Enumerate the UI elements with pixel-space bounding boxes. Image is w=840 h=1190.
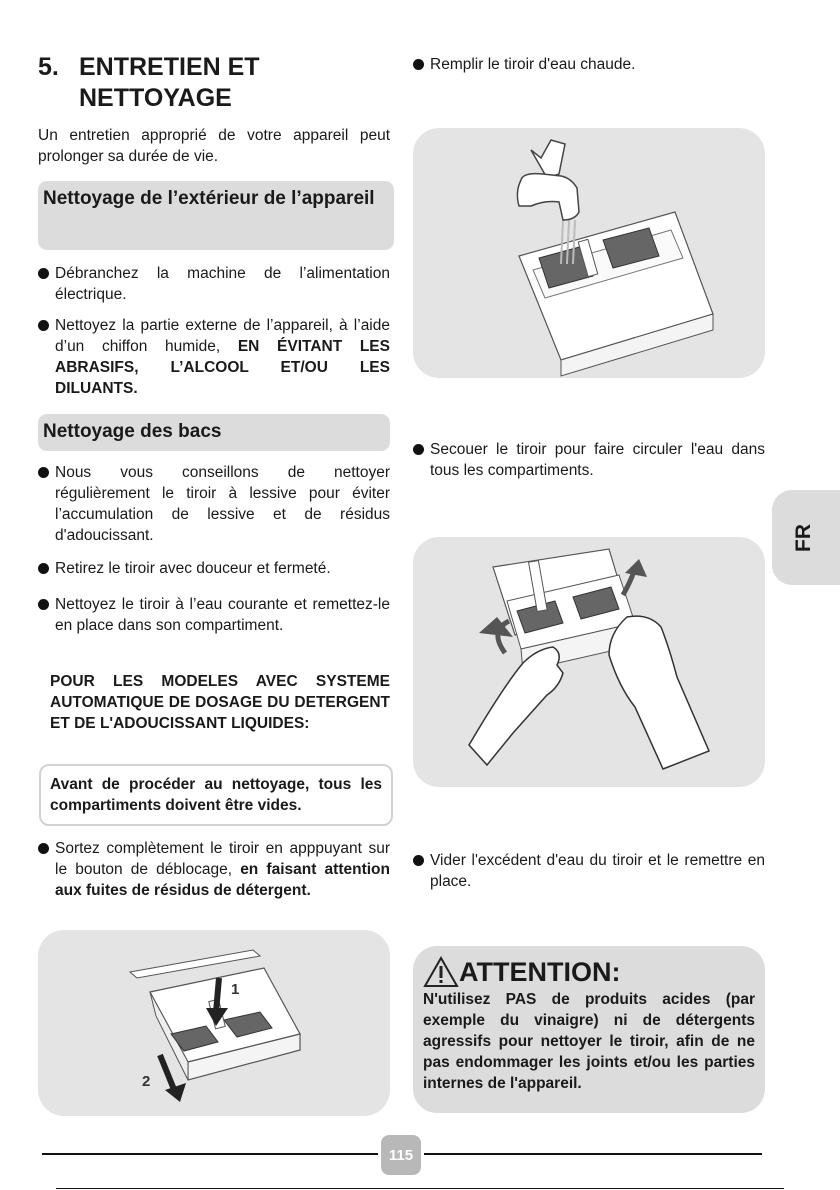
warning-icon [423, 956, 459, 988]
list-item: Remplir le tiroir d'eau chaude. [413, 54, 765, 75]
empty-compartments-notice: Avant de procéder au nettoyage, tous les compartiments doivent être vides. [39, 764, 393, 826]
bottom-rule [56, 1188, 784, 1189]
bullet-icon [38, 467, 49, 478]
bullet-icon [38, 268, 49, 279]
list-item: Sortez complètement le tiroir en apppuyant sur le bouton de déblocage, en faisant attention aux fuites de résidus de détergent. [38, 838, 390, 901]
list-item: Secouer le tiroir pour faire circuler l'eau dans tous les compartiments. [413, 439, 765, 481]
remove-drawer-illustration [38, 930, 390, 1116]
shake-drawer-illustration [413, 537, 765, 787]
step-1-label: 1 [231, 981, 240, 998]
bullet-icon [38, 599, 49, 610]
fill-drawer-illustration [413, 128, 765, 378]
section-title-trays: Nettoyage des bacs [38, 414, 390, 451]
list-item: Retirez le tiroir avec douceur et fermeté. [38, 558, 390, 579]
bullet-icon [38, 563, 49, 574]
list-item: Nettoyez la partie externe de l’appareil, à l’aide d’un chiffon humide, EN ÉVITANT LES ABRASIFS, L’ALCOOL ET/OU LES DILUANTS. [38, 315, 390, 399]
list-item: Nous vous conseillons de nettoyer régulièrement le tiroir à lessive pour éviter l’accumulation de lessive et de résidus d'adoucissant. [38, 462, 390, 546]
list-item: Vider l'excédent d'eau du tiroir et le remettre en place. [413, 850, 765, 892]
section-title-exterior: Nettoyage de l’extérieur de l’appareil [38, 181, 394, 250]
list-item: Nettoyez le tiroir à l’eau courante et remettez-le en place dans son compartiment. [38, 594, 390, 636]
bullet-icon [413, 444, 424, 455]
attention-heading: ATTENTION: [423, 956, 755, 988]
page-number: 115 [381, 1135, 421, 1175]
bullet-icon [413, 59, 424, 70]
list-item: Débranchez la machine de l’alimentation électrique. [38, 263, 390, 305]
footer-rule-left [42, 1153, 378, 1155]
bullet-icon [38, 843, 49, 854]
language-tab: FR [772, 490, 840, 585]
intro-text: Un entretien approprié de votre appareil peut prolonger sa durée de vie. [38, 127, 390, 165]
step-2-label: 2 [142, 1073, 151, 1090]
footer-rule-right [424, 1153, 762, 1155]
bullet-icon [38, 320, 49, 331]
auto-dosing-heading: POUR LES MODELES AVEC SYSTEME AUTOMATIQUE DE DOSAGE DU DETERGENT ET DE L'ADOUCISSANT LIQUIDES: [50, 673, 390, 732]
attention-text: N'utilisez PAS de produits acides (par exemple du vinaigre) ni de détergents agressifs pour nettoyer le tiroir, afin de ne pas endommager les joints et/ou les parties internes de l'appareil. [423, 991, 755, 1092]
bullet-icon [413, 855, 424, 866]
chapter-number: 5. [38, 53, 59, 81]
attention-box [413, 946, 765, 1113]
chapter-title: ENTRETIEN ET NETTOYAGE [79, 53, 260, 112]
